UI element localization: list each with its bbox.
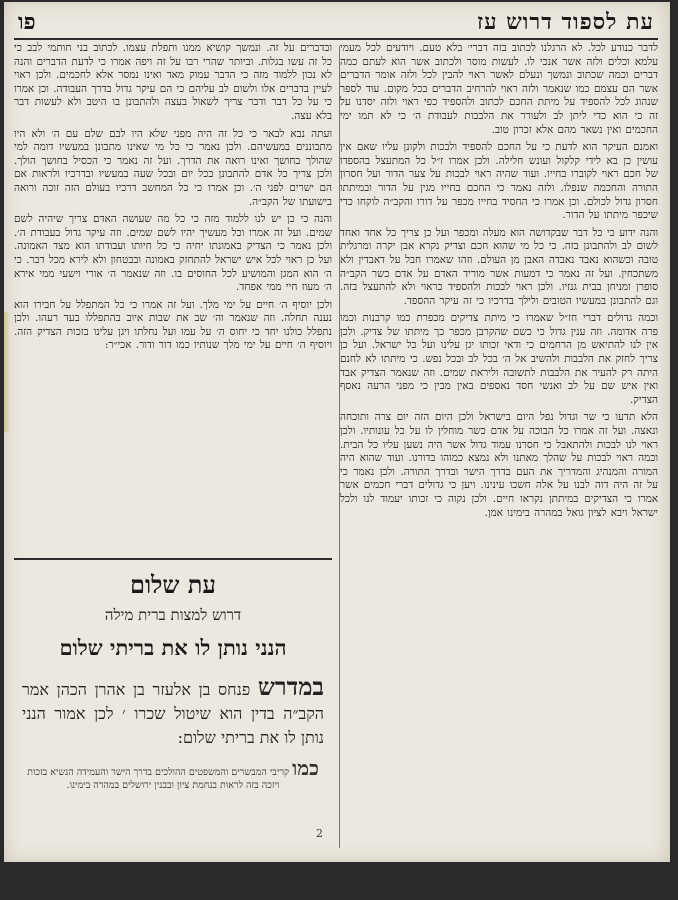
section-verse: הנני נותן לו את בריתי שלום: [59, 635, 287, 660]
page-header: [18, 8, 654, 36]
attribution-lead: במדרש: [257, 672, 324, 701]
section-footer: [20, 756, 326, 792]
page-stain: [4, 312, 10, 432]
right-paragraph-5: הלא תדעו כי שר וגדול נפל היום בישראל ולכן היום הזה יום צרה ותוכחה ונאצה. ועל זה אמרו כל הבוכה על אדם כשר מוחלין לו על כל עונותיו. ולכן ראוי לנו לבכות ולהתאבל כי חסרנו עמוד גדול אשר היה נשען עליו כל הבית. וכמה ראוי לבכות על שהלך מאתנו ולא נמצא כמוהו בדורנו. ועוד שהוא היה המורה והמנהיג והמדריך את העם בדרך הישר ובדרך התורה. ולכן נאמר כי על זה היה דוה לבנו על אלה חשכו עינינו. ויען כי גדולים דברי חכמים אשר אמרו כי הצדיקים במיתתן נקראו חיים. ולכן נקוה כי זכותו יעמוד לנו ולכל ישראל ויבא לציון גואל במהרה בימינו אמן.: [340, 411, 658, 519]
right-paragraph-4: וכמה גדולים דברי חז״ל שאמרו כי מיתת צדיקים מכפרת כמו קרבנות וכמו פרה אדומה. וזה ענין גדול כי כשם שהקרבן מכפר כך מיתתו של צדיק. ולכן אין לנו להתיאש מן הרחמים כי ודאי זכותו יגן עלינו ועל כל ישראל. ועל כן צריך לחזק את הלבבות ולהשיב אל ה׳ בכל לב ובכל נפש. כי מיתתו לא לחנם היתה רק להעיר את הלבבות לתשובה וליראת שמים. וזה שנאמר הצדיק אבד ואין איש שם על לב ואנשי חסד נאספים באין מבין כי מפני הרעה נאסף הצדיק.: [340, 312, 658, 406]
page-number: פו: [18, 9, 36, 35]
left-column: [14, 42, 332, 852]
section-rule: [14, 558, 332, 560]
left-paragraph-1: ובדברים על זה. ונמשך קושיא ממנו ותפלת עצמו. לכתוב בני חותמי לבב כי כל זה עשו בגלות. וביותר שהרי רבו על זה ויפה אמרו כי לדעת הדברים והנה לא נכון ללמוד מזה כי הדבר עמוק מאד ואינו נמסר אלא לחכמים. ולכן ראוי לעיין בדברים אלו ולשום לב עליהם כי הם עיקר גדול בדרך העבודה. וכן אמרו כי על כל דבר ודבר צריך לשאול בעצה ולהתבונן בו היטב ולא לעשות דבר בלא עצה.: [14, 42, 332, 122]
left-paragraph-2: ועתה נבא לבאר כי כל זה היה מפני שלא היו לבם שלם עם ה׳ ולא היו מתבוננים במעשיהם. ולכן נאמר כי כל מי שאינו מתבונן במעשיו דומה למי שהולך בחושך ואינו רואה את הדרך. ועל זה נאמר כי הכסיל בחושך הולך. ולכן צריך כל אדם להתבונן בכל יום ובכל שעה במעשיו ובדרכיו ולראות אם הם ישרים לפני ה׳. וכן אמרו כי כל המחשב דרכיו בעולם הזה זוכה ורואה בישועתו של הקב״ה.: [14, 127, 332, 208]
text-columns: [14, 42, 658, 852]
right-column: [340, 42, 658, 852]
left-paragraph-3: והנה כי כן יש לנו ללמוד מזה כי כל מה שעושה האדם צריך שיהיה לשם שמים. ועל זה אמרו וכל מעשיך יהיו לשם שמים. וזה עיקר גדול בעבודת ה׳. ולכן נאמר כי הצדיק באמונתו יחיה כי כל חיותו ועבודתו הוא מצד האמונה. ועל כן ראוי לכל איש ישראל להתחזק באמונה ובבטחון ולא לירא מכל דבר. כי ה׳ הוא המגן והמושיע לכל החוסים בו. וזה שנאמר ה׳ אורי וישעי ממי אירא ה׳ מעוז חיי ממי אפחד.: [14, 213, 332, 294]
footer-text: קריבי המבשרים והמשפטים ההולכים בדרך הישר והעמידה הנשיא בזכות ויזכה בזה לראות בנחמת ציון ובבנין ירושלים במהרה בימינו.: [27, 767, 290, 791]
footer-lead: כמו: [292, 756, 319, 780]
right-paragraph-2: ואמנם העיקר הוא לדעת כי על החכם להספיד ולבכות ולקונן עליו שאם אין עושין כן בא לידי קלקול ועונש חלילה. ולכן אמרו ז״ל כל המתעצל בהספדו של חכם ראוי לקוברו בחייו. ועוד שהיה ראוי לבכות על צער הדור ועל חסרון התורה והחכמה שנפלו. ולזה נאמר כי החכם בחייו מגין על הדור ובמיתתו חסרון גדול לכולם. וכן אמרו כי החסיד בחייו מכפר על דורו והקב״ה לוקחו כדי שיכפר מיתתו על הדור.: [340, 141, 658, 222]
column-divider: [339, 46, 340, 848]
section-subtitle: דרוש למצות ברית מילה: [104, 606, 242, 624]
section-attribution: [22, 672, 324, 750]
signature-mark: 2: [316, 827, 323, 840]
right-paragraph-3: והנה ידוע כי כל דבר שבקדושה הוא מעלה ומכפר ועל כן צריך כל אחד ואחד לשום לב ולהתבונן בזה. כי כל מי שהוא חכם וצדיק נקרא אבן יקרה ומרגלית טובה וכשהוא נאבד נאבדה האבן מן העולם. וזהו שאמרו חבל על דאבדין ולא משתכחין. ועל זה נאמר כי דמעות אשר מוריד האדם על אדם כשר הקב״ה סופרן ומניחן בבית גנזיו. ולכן ראוי לבכות ולהספיד כראוי ולא להתעצל בזה. וגם להתבונן במעשיו הטובים ולילך בדרכיו כי זה עיקר ההספד.: [340, 226, 658, 307]
section-title: עת שלום: [130, 570, 216, 599]
header-rule: [14, 38, 658, 40]
running-title: עת לספוד דרוש עז: [476, 9, 654, 35]
document-page: [4, 2, 670, 862]
new-section: [14, 554, 332, 792]
left-paragraph-4: ולכן יוסיף ה׳ חיים על ימי מלך. ועל זה אמרו כי כל המתפלל על חבירו הוא נענה תחלה. וזה שנאמר וה׳ שב את שבות איוב בהתפללו בעד רעהו. ולכן נתפלל כולנו יחד כי יחוס ה׳ על עמו ועל נחלתו ויגן עלינו בזכות הצדיק הזה. ויוסיף ה׳ חיים על ימי מלך שנותיו כמו דור ודור. אכי״ר:: [14, 298, 332, 352]
attribution-text: פנחס בן אלעזר בן אהרן הכהן אמר הקב״ה בדין הוא שיטול שכרו ׳ לכן אמור הנני נותן לו את בריתי שלום:: [22, 680, 324, 747]
right-paragraph-1: לדבר כנודע לכל. לא הרגלנו לכתוב בזה דברי׳ בלא טעם. ויודעים לכל מעמי עלמא וכלים ולזה אשר אנכי לו. לעשות מוסר ולכתוב אשר הוא לעתם כמה דברים וכמה שכתוב ונמשך ונעלם לאשר ראוי להבין לכל ולזה אומר הדברים אשר הם עצמם כמו שנאמר ולזה ראוי להרחיב הדברים בכל מקום. עוד לספר שנהוג לכל להספיד על מיתת החכם לכתוב ולהספיד כפי ראוי ולזה יסדנו על זה כי הוא כדי ליתן לב ולעורר את הלבבות לעבודת ה׳ כי לא תמו ימי החכמים ואין נשאר מהם אלא זכרון טוב.: [340, 42, 658, 136]
